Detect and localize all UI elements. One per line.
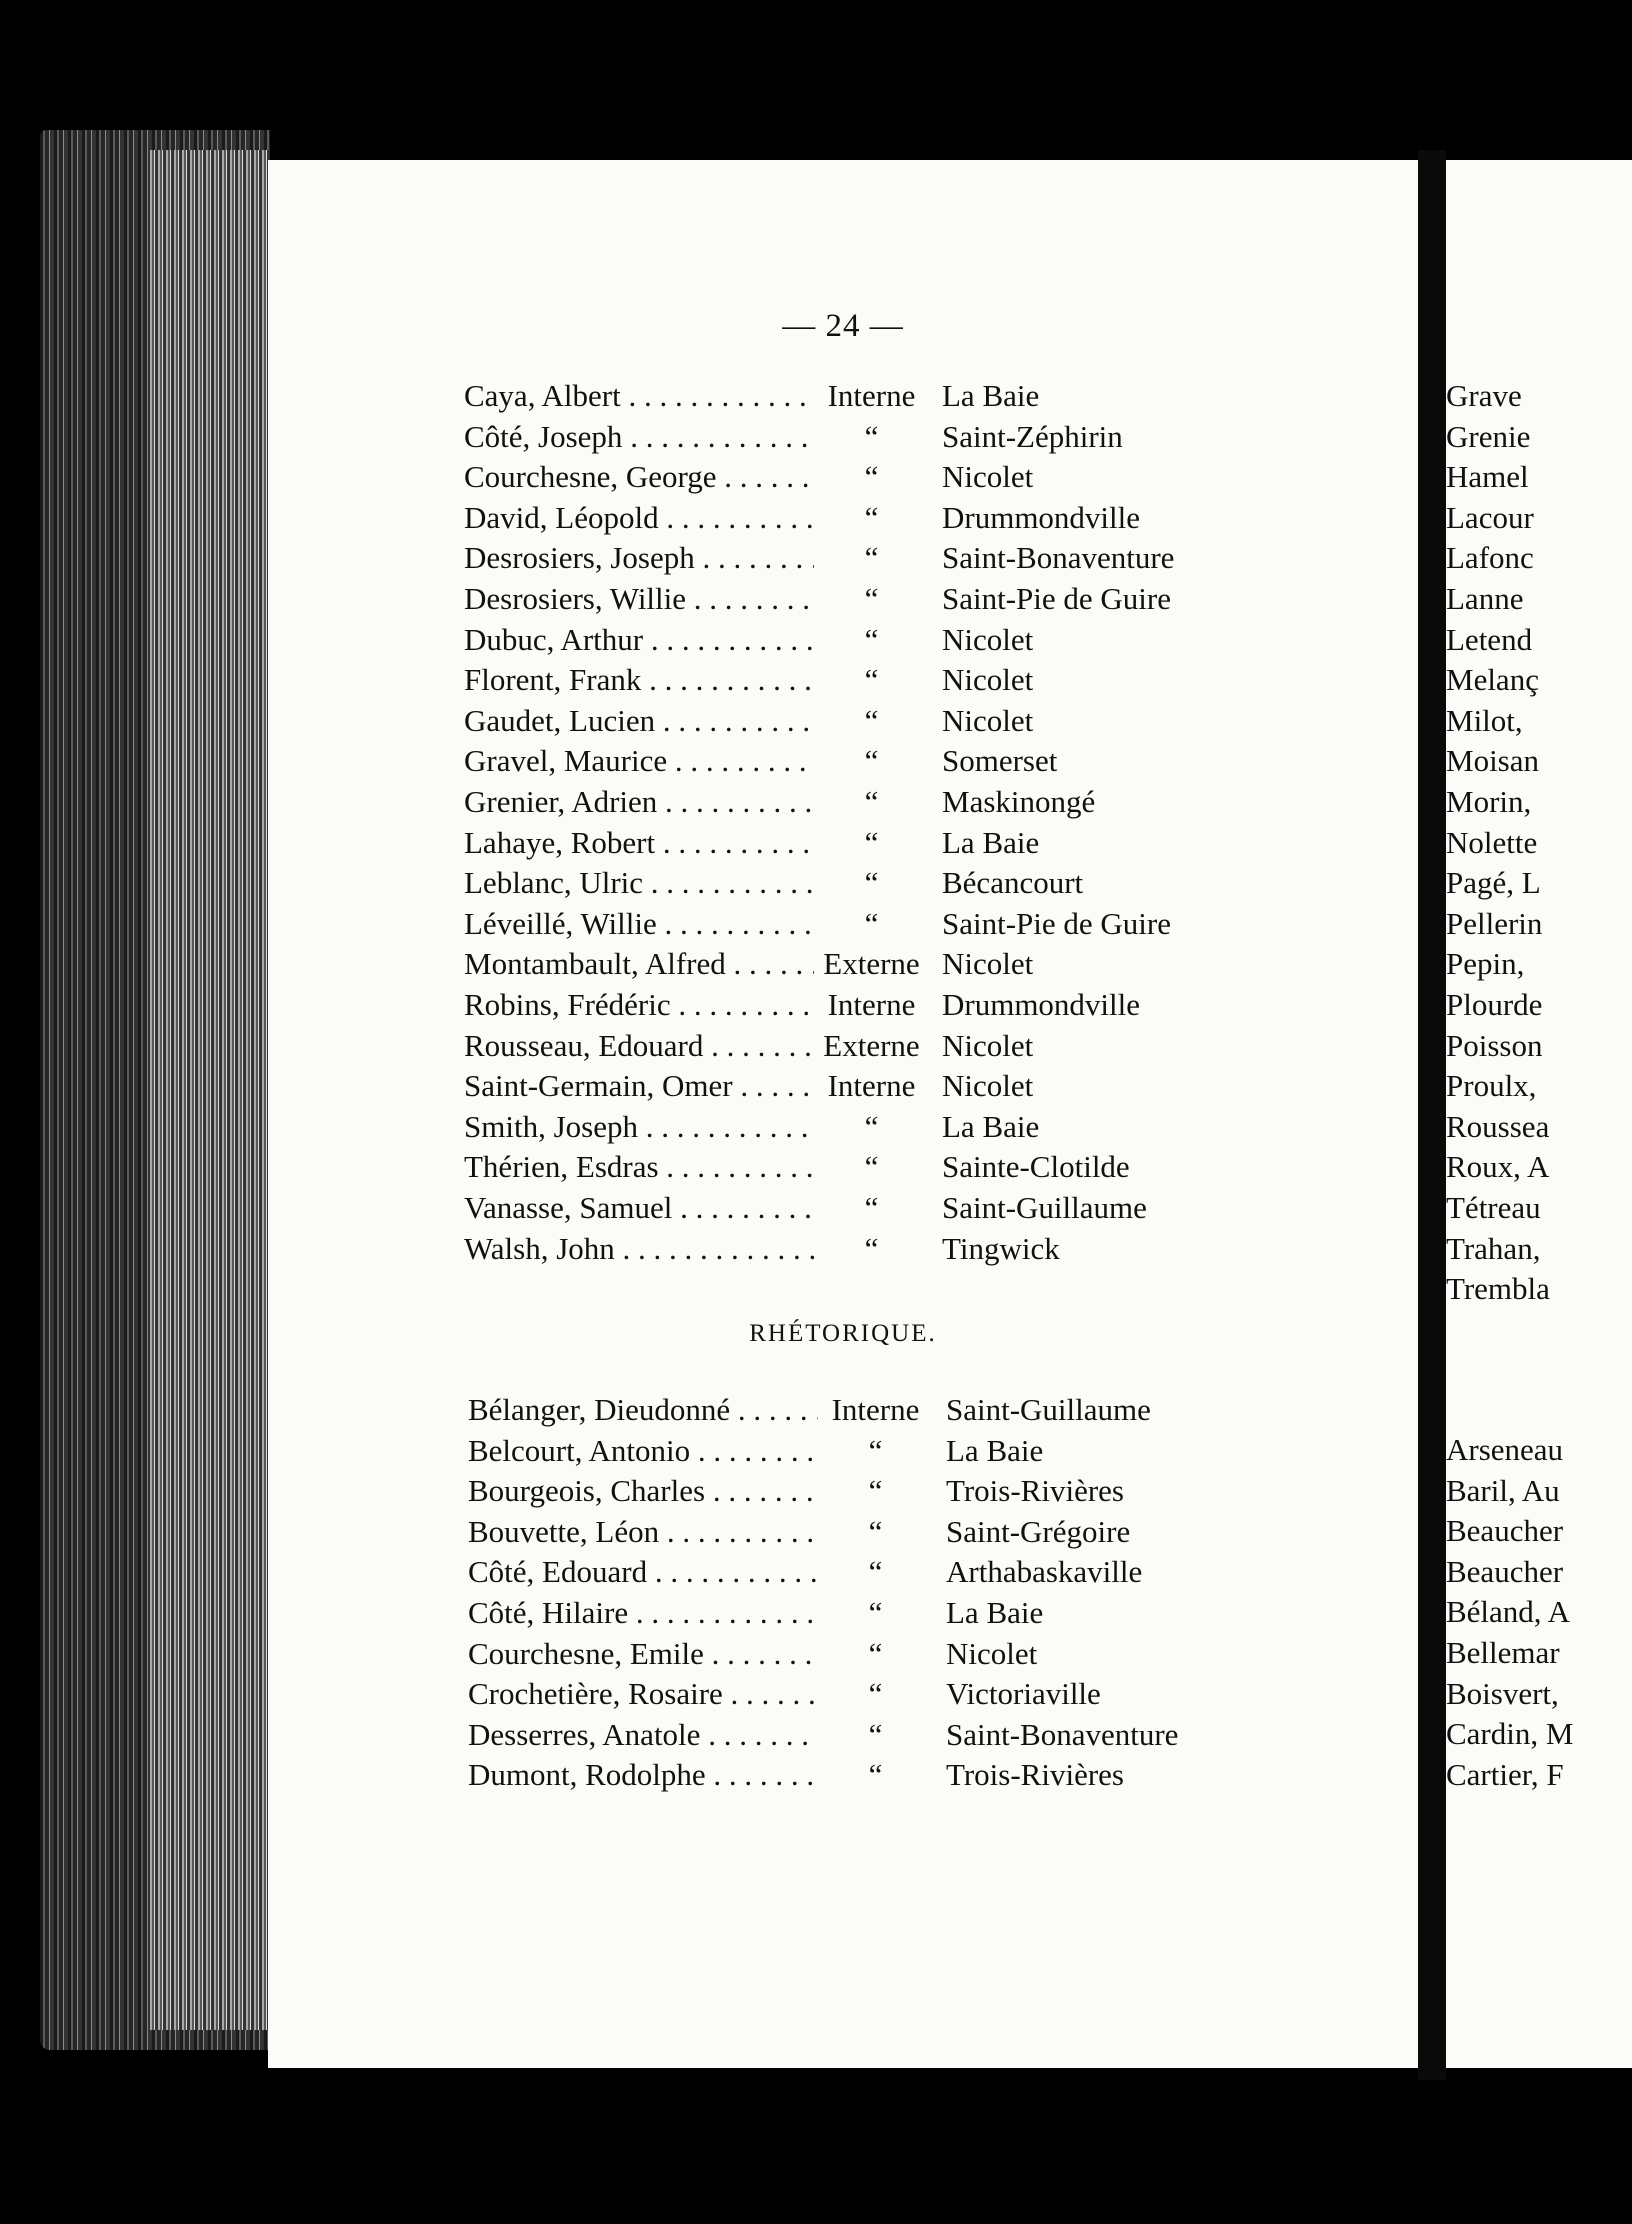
entry-name: Dumont, Rodolphe . . .: [468, 1757, 818, 1793]
entry-name: Desrosiers, Joseph . . .: [464, 540, 814, 576]
section-title: RHÉTORIQUE.: [749, 1320, 937, 1347]
entry-place: Bécancourt: [942, 865, 1084, 901]
right-page-entry: Morin,: [1446, 784, 1532, 819]
entry-place: Nicolet: [942, 621, 1034, 657]
entry-status: “: [868, 1716, 883, 1752]
entry-name: Courchesne, George . . .: [464, 459, 814, 495]
entry-name: Saint-Germain, Omer . . .: [464, 1068, 814, 1104]
entry-status: “: [864, 702, 879, 738]
entry-place: La Baie: [942, 824, 1040, 860]
entry-name: Vanasse, Samuel . . .: [464, 1190, 814, 1226]
entry-status: “: [864, 1108, 879, 1144]
entry-status: “: [864, 581, 879, 616]
entry-place: Victoriaville: [946, 1676, 1101, 1712]
entry-status: “: [864, 459, 879, 495]
entry-place: Nicolet: [942, 946, 1034, 982]
entry-place: Nicolet: [942, 459, 1034, 495]
right-page-entry: Lanne: [1446, 581, 1524, 616]
entry-name: David, Léopold . . .: [464, 500, 814, 536]
entry-status: “: [868, 1513, 883, 1549]
entry-name: Walsh, John . . .: [464, 1231, 814, 1267]
entry-place: Nicolet: [942, 1027, 1034, 1063]
entry-name: Grenier, Adrien . . .: [464, 784, 814, 820]
right-page-entry: Poisson: [1446, 1027, 1543, 1063]
entry-name: Bouvette, Léon . . .: [468, 1514, 818, 1550]
right-page-entry: Beaucher: [1446, 1513, 1564, 1549]
entry-place: Trois-Rivières: [946, 1473, 1124, 1509]
entry-status: “: [864, 824, 879, 860]
entry-status: “: [868, 1635, 883, 1671]
entry-status: “: [864, 784, 879, 819]
right-page-entry: Baril, Au: [1446, 1472, 1560, 1508]
entry-place: Sainte-Clotilde: [942, 1149, 1130, 1185]
right-page-entry: Beaucher: [1446, 1553, 1564, 1589]
right-page-entry: Arseneau: [1446, 1432, 1564, 1467]
right-page-entry: Tétreau: [1446, 1190, 1541, 1225]
book-edge-pages: [150, 150, 270, 2030]
entry-name: Desserres, Anatole . . .: [468, 1717, 818, 1753]
entry-place: La Baie: [946, 1432, 1044, 1468]
entry-place: Somerset: [942, 743, 1058, 779]
entry-name: Robins, Frédéric . . .: [464, 987, 814, 1023]
right-page-entry: Letend: [1446, 621, 1533, 657]
entry-name: Gravel, Maurice . . .: [464, 743, 814, 779]
right-page-entry: Trahan,: [1446, 1230, 1541, 1266]
entry-place: Trois-Rivières: [946, 1757, 1124, 1793]
entry-status: “: [864, 621, 879, 657]
entry-name: Gaudet, Lucien . . .: [464, 703, 814, 739]
entry-place: Saint-Pie de Guire: [942, 905, 1172, 941]
entry-status: “: [868, 1676, 883, 1712]
entry-place: Nicolet: [942, 1068, 1034, 1104]
entry-name: Florent, Frank . . .: [464, 662, 814, 698]
right-page-entry: Proulx,: [1446, 1068, 1537, 1104]
right-page-entry: Trembla: [1446, 1271, 1550, 1307]
entry-status: “: [864, 662, 879, 698]
right-page-entry: Plourde: [1446, 987, 1543, 1022]
entry-place: Saint-Pie de Guire: [942, 581, 1172, 616]
entry-status: “: [864, 540, 879, 576]
right-page-entry: Cartier, F: [1446, 1756, 1564, 1792]
entry-name: Côté, Hilaire . . .: [468, 1595, 818, 1631]
entry-place: La Baie: [942, 378, 1040, 413]
right-page-entry: Bellemar: [1446, 1635, 1560, 1670]
entry-status: “: [864, 905, 879, 941]
entry-status: “: [864, 1190, 879, 1225]
right-page-entry: Hamel: [1446, 459, 1529, 495]
entry-name: Montambault, Alfred . . .: [464, 946, 814, 982]
book-gutter: [1418, 150, 1446, 2080]
entry-place: Drummondville: [942, 987, 1141, 1022]
entry-place: Saint-Guillaume: [946, 1392, 1151, 1427]
entry-status: “: [864, 743, 879, 779]
right-page-entry: Roussea: [1446, 1108, 1550, 1144]
entry-status: Externe: [823, 1027, 920, 1063]
left-page: [268, 160, 1418, 2068]
entry-name: Leblanc, Ulric . . .: [464, 865, 814, 901]
entry-place: Saint-Grégoire: [946, 1513, 1131, 1549]
entry-status: Interne: [827, 987, 916, 1022]
entry-name: Courchesne, Emile . . .: [468, 1636, 818, 1672]
entry-place: La Baie: [946, 1595, 1044, 1630]
entry-place: Saint-Zéphirin: [942, 418, 1123, 454]
entry-place: Maskinongé: [942, 784, 1096, 819]
entry-status: “: [868, 1473, 883, 1509]
entry-status: “: [868, 1595, 883, 1630]
right-page-entry: Lacour: [1446, 499, 1534, 535]
entry-name: Lahaye, Robert . . .: [464, 825, 814, 861]
entry-place: Nicolet: [946, 1635, 1038, 1671]
entry-name: Belcourt, Antonio . . .: [468, 1433, 818, 1469]
entry-place: Tingwick: [942, 1230, 1060, 1266]
right-page-entry: Milot,: [1446, 702, 1523, 738]
right-page-entry: Boisvert,: [1446, 1675, 1559, 1711]
entry-place: Drummondville: [942, 499, 1141, 535]
entry-name: Bourgeois, Charles . . .: [468, 1473, 818, 1509]
right-page-entry: Roux, A: [1446, 1149, 1550, 1185]
right-page-entry: Melanç: [1446, 662, 1539, 698]
entry-place: Nicolet: [942, 702, 1034, 738]
entry-place: Nicolet: [942, 662, 1034, 698]
entry-name: Bélanger, Dieudonné . . .: [468, 1392, 818, 1428]
right-page-entry: Cardin, M: [1446, 1716, 1574, 1752]
entry-name: Thérien, Esdras . . .: [464, 1149, 814, 1185]
entry-place: Saint-Bonaventure: [942, 540, 1175, 576]
entry-place: Saint-Guillaume: [942, 1190, 1147, 1225]
entry-name: Rousseau, Edouard . . .: [464, 1028, 814, 1064]
right-page-entry: Pepin,: [1446, 946, 1525, 982]
right-page-entry: Nolette: [1446, 824, 1538, 860]
entry-name: Côté, Joseph . . .: [464, 419, 814, 455]
right-page: [1446, 160, 1632, 2068]
entry-status: “: [864, 499, 879, 535]
entry-status: “: [864, 1149, 879, 1185]
right-page-entry: Béland, A: [1446, 1594, 1570, 1630]
right-page-entry: Pellerin: [1446, 905, 1543, 941]
right-page-entry: Moisan: [1446, 743, 1539, 779]
right-page-entry: Grave: [1446, 378, 1522, 413]
entry-status: Interne: [827, 378, 916, 413]
entry-place: Arthabaskaville: [946, 1554, 1143, 1590]
entry-place: La Baie: [942, 1108, 1040, 1144]
entry-place: Saint-Bonaventure: [946, 1716, 1179, 1752]
right-page-entry: Grenie: [1446, 418, 1531, 454]
entry-status: “: [864, 1230, 879, 1266]
entry-name: Crochetière, Rosaire . . .: [468, 1676, 818, 1712]
right-page-entry: Lafonc: [1446, 540, 1534, 576]
entry-status: “: [864, 865, 879, 901]
entry-name: Desrosiers, Willie . . .: [464, 581, 814, 617]
right-page-entry: Pagé, L: [1446, 865, 1541, 901]
entry-name: Côté, Edouard . . .: [468, 1554, 818, 1590]
entry-status: Externe: [823, 946, 920, 982]
page-number: — 24 —: [782, 308, 904, 344]
entry-status: Interne: [827, 1068, 916, 1104]
entry-name: Smith, Joseph . . .: [464, 1109, 814, 1145]
entry-status: Interne: [831, 1392, 920, 1427]
entry-status: “: [864, 418, 879, 454]
entry-name: Dubuc, Arthur . . .: [464, 622, 814, 658]
entry-name: Caya, Albert . . .: [464, 378, 814, 414]
entry-name: Léveillé, Willie . . .: [464, 906, 814, 942]
entry-status: “: [868, 1554, 883, 1590]
entry-status: “: [868, 1432, 883, 1468]
entry-status: “: [868, 1757, 883, 1793]
